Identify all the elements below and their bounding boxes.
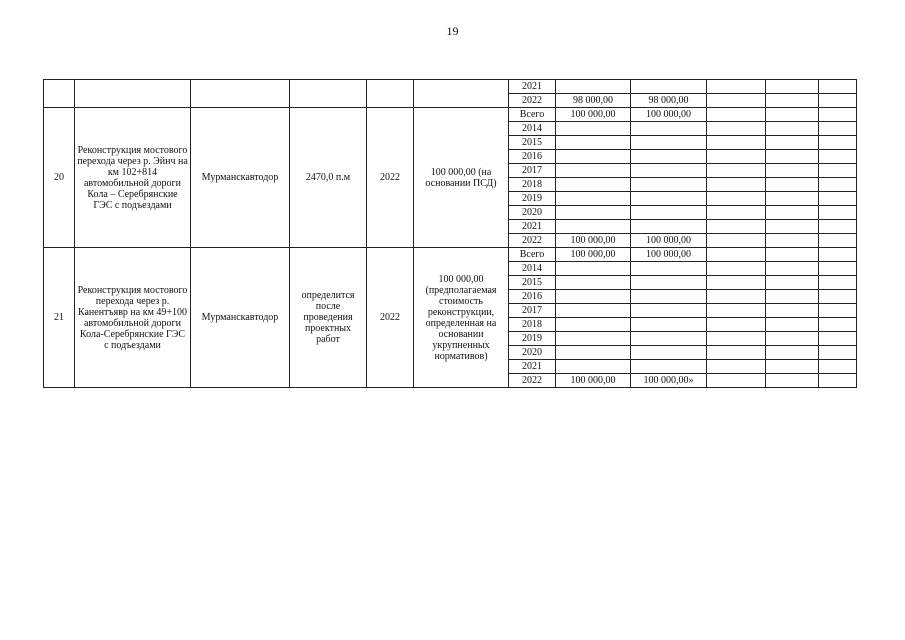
empty-cell [707, 80, 766, 94]
entry-number: 21 [44, 248, 75, 388]
capacity: определится после проведения проектных работ [290, 248, 367, 388]
estimated-cost: 100 000,00 (на основании ПСД) [414, 108, 509, 248]
amount-cell: 100 000,00 [556, 234, 631, 248]
amount-cell [556, 80, 631, 94]
cell-empty-year [367, 80, 414, 108]
amount-cell [631, 150, 707, 164]
amount-cell: 100 000,00» [631, 374, 707, 388]
amount-cell [556, 206, 631, 220]
empty-cell [766, 346, 819, 360]
empty-cell [819, 360, 857, 374]
amount-cell [631, 346, 707, 360]
customer-name: Мурманскавтодор [191, 248, 290, 388]
period-cell: 2015 [509, 136, 556, 150]
period-cell: 2021 [509, 80, 556, 94]
period-cell: 2017 [509, 304, 556, 318]
empty-cell [707, 234, 766, 248]
empty-cell [707, 192, 766, 206]
cell-empty-capacity [290, 80, 367, 108]
empty-cell [707, 332, 766, 346]
capacity: 2470,0 п.м [290, 108, 367, 248]
empty-cell [707, 318, 766, 332]
cell-empty-name [75, 80, 191, 108]
empty-cell [707, 262, 766, 276]
empty-cell [707, 290, 766, 304]
amount-cell [556, 150, 631, 164]
empty-cell [819, 234, 857, 248]
empty-cell [819, 192, 857, 206]
empty-cell [766, 374, 819, 388]
empty-cell [819, 332, 857, 346]
amount-cell [556, 304, 631, 318]
period-cell: Всего [509, 248, 556, 262]
page-number: 19 [446, 24, 459, 38]
period-cell: 2020 [509, 346, 556, 360]
amount-cell: 98 000,00 [556, 94, 631, 108]
amount-cell [631, 122, 707, 136]
completion-year: 2022 [367, 248, 414, 388]
period-cell: 2014 [509, 122, 556, 136]
empty-cell [707, 220, 766, 234]
empty-cell [819, 304, 857, 318]
empty-cell [707, 206, 766, 220]
empty-cell [819, 94, 857, 108]
empty-cell [707, 360, 766, 374]
table-row [44, 248, 857, 262]
empty-cell [819, 206, 857, 220]
amount-cell [556, 290, 631, 304]
period-cell: 2020 [509, 206, 556, 220]
empty-cell [766, 234, 819, 248]
cell-empty-customer [191, 80, 290, 108]
empty-cell [707, 346, 766, 360]
empty-cell [819, 248, 857, 262]
object-name: Реконструкция мостового перехода через р. Эйнч на км 102+814 автомобильной дороги Кола – Серебрянские ГЭС с подъездами [75, 108, 191, 248]
empty-cell [819, 136, 857, 150]
amount-cell [631, 332, 707, 346]
amount-cell [631, 318, 707, 332]
amount-cell [631, 262, 707, 276]
period-cell: 2018 [509, 318, 556, 332]
empty-cell [707, 164, 766, 178]
empty-cell [707, 122, 766, 136]
amount-cell [631, 290, 707, 304]
object-name: Реконструкция мостового перехода через р. Канентъявр на км 49+100 автомобильной дороги Кола-Серебрянские ГЭС с подъездами [75, 248, 191, 388]
amount-cell [631, 192, 707, 206]
period-cell: 2017 [509, 164, 556, 178]
empty-cell [766, 80, 819, 94]
empty-cell [819, 122, 857, 136]
period-cell: 2021 [509, 360, 556, 374]
empty-cell [819, 80, 857, 94]
empty-cell [819, 220, 857, 234]
empty-cell [707, 136, 766, 150]
amount-cell: 100 000,00 [556, 108, 631, 122]
empty-cell [766, 262, 819, 276]
amount-cell [556, 346, 631, 360]
empty-cell [766, 150, 819, 164]
amount-cell [631, 360, 707, 374]
amount-cell: 100 000,00 [631, 248, 707, 262]
amount-cell: 100 000,00 [631, 234, 707, 248]
empty-cell [766, 332, 819, 346]
empty-cell [819, 150, 857, 164]
empty-cell [819, 290, 857, 304]
empty-cell [707, 108, 766, 122]
empty-cell [766, 220, 819, 234]
empty-cell [766, 248, 819, 262]
amount-cell [556, 262, 631, 276]
empty-cell [707, 374, 766, 388]
period-cell: 2016 [509, 290, 556, 304]
amount-cell: 100 000,00 [556, 248, 631, 262]
amount-cell: 100 000,00 [556, 374, 631, 388]
period-cell: 2022 [509, 234, 556, 248]
empty-cell [819, 374, 857, 388]
period-cell: 2018 [509, 178, 556, 192]
period-cell: 2019 [509, 192, 556, 206]
table-row [44, 108, 857, 122]
empty-cell [707, 178, 766, 192]
empty-cell [766, 304, 819, 318]
period-cell: 2019 [509, 332, 556, 346]
customer-name: Мурманскавтодор [191, 108, 290, 248]
amount-cell [556, 220, 631, 234]
empty-cell [766, 192, 819, 206]
period-cell: 2022 [509, 94, 556, 108]
period-cell: 2016 [509, 150, 556, 164]
empty-cell [766, 136, 819, 150]
empty-cell [766, 164, 819, 178]
cell-empty-no [44, 80, 75, 108]
empty-cell [766, 108, 819, 122]
empty-cell [766, 206, 819, 220]
cell-empty-cost [414, 80, 509, 108]
empty-cell [819, 108, 857, 122]
entry-number: 20 [44, 108, 75, 248]
estimated-cost: 100 000,00 (предполагаемая стоимость реконструкции, определенная на основании укрупненных нормативов) [414, 248, 509, 388]
empty-cell [819, 262, 857, 276]
empty-cell [819, 346, 857, 360]
empty-cell [819, 178, 857, 192]
amount-cell [556, 178, 631, 192]
period-cell: 2021 [509, 220, 556, 234]
amount-cell [556, 332, 631, 346]
table-row [44, 80, 857, 94]
amount-cell [631, 220, 707, 234]
empty-cell [819, 276, 857, 290]
empty-cell [819, 164, 857, 178]
empty-cell [707, 150, 766, 164]
amount-cell [556, 122, 631, 136]
completion-year: 2022 [367, 108, 414, 248]
amount-cell [631, 304, 707, 318]
amount-cell [631, 206, 707, 220]
period-cell: 2022 [509, 374, 556, 388]
amount-cell [556, 164, 631, 178]
amount-cell [556, 276, 631, 290]
amount-cell: 98 000,00 [631, 94, 707, 108]
amount-cell [631, 136, 707, 150]
empty-cell [766, 178, 819, 192]
period-cell: 2015 [509, 276, 556, 290]
amount-cell [631, 164, 707, 178]
empty-cell [707, 94, 766, 108]
empty-cell [707, 276, 766, 290]
empty-cell [766, 122, 819, 136]
empty-cell [766, 290, 819, 304]
amount-cell [556, 318, 631, 332]
empty-cell [707, 248, 766, 262]
empty-cell [766, 360, 819, 374]
empty-cell [766, 94, 819, 108]
empty-cell [819, 318, 857, 332]
amount-cell: 100 000,00 [631, 108, 707, 122]
amount-cell [631, 178, 707, 192]
amount-cell [631, 276, 707, 290]
empty-cell [766, 276, 819, 290]
empty-cell [766, 318, 819, 332]
investment-table [43, 79, 857, 388]
empty-cell [707, 304, 766, 318]
period-cell: 2014 [509, 262, 556, 276]
amount-cell [556, 192, 631, 206]
amount-cell [556, 360, 631, 374]
period-cell: Всего [509, 108, 556, 122]
amount-cell [556, 136, 631, 150]
amount-cell [631, 80, 707, 94]
